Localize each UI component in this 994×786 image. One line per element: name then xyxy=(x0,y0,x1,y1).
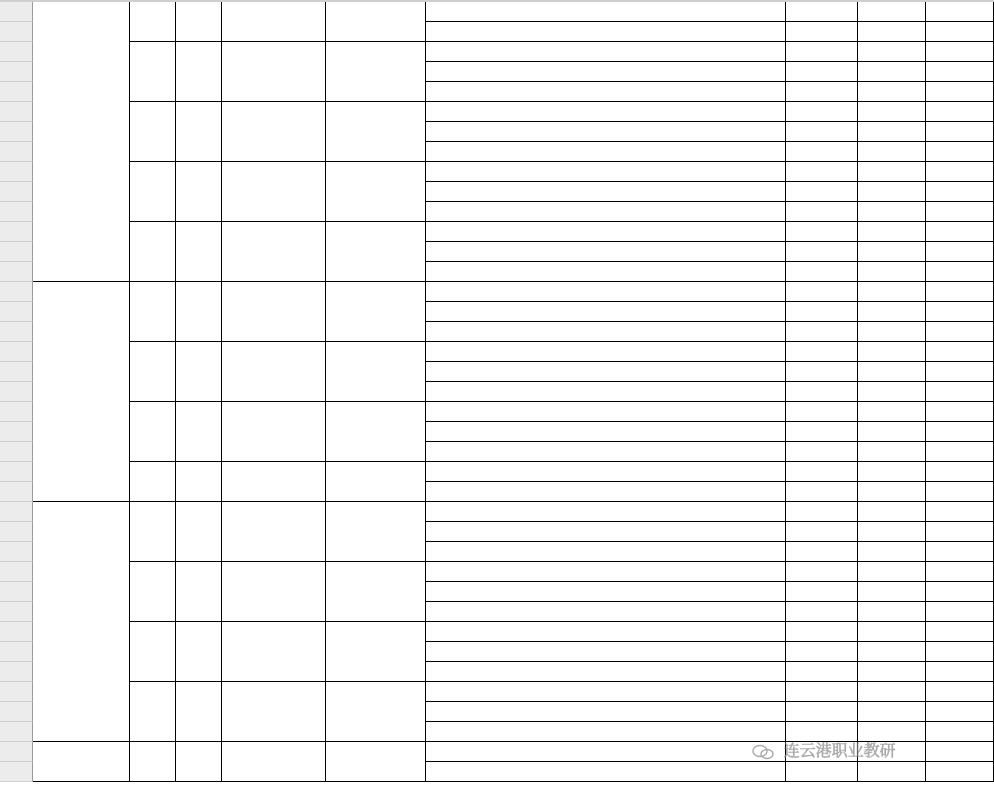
publish-date-cell[interactable] xyxy=(926,102,994,122)
publisher-cell[interactable] xyxy=(858,62,926,82)
row-header[interactable] xyxy=(0,262,33,282)
row-header[interactable] xyxy=(0,162,33,182)
publish-date-cell[interactable] xyxy=(926,242,994,262)
publisher-cell[interactable] xyxy=(858,362,926,382)
author-cell[interactable] xyxy=(786,182,858,202)
publish-date-cell[interactable] xyxy=(926,22,994,42)
blank-cell[interactable] xyxy=(326,462,426,502)
publisher-cell[interactable] xyxy=(858,82,926,102)
book-title-cell[interactable] xyxy=(426,222,786,242)
publisher-cell[interactable] xyxy=(858,662,926,682)
book-title-cell[interactable] xyxy=(426,722,786,742)
blank-cell[interactable] xyxy=(326,562,426,622)
major-seq-cell[interactable] xyxy=(130,162,176,222)
author-cell[interactable] xyxy=(786,82,858,102)
blank-cell[interactable] xyxy=(326,42,426,102)
publisher-cell[interactable] xyxy=(858,282,926,302)
book-title-cell[interactable] xyxy=(426,342,786,362)
publisher-cell[interactable] xyxy=(858,522,926,542)
publish-date-cell[interactable] xyxy=(926,282,994,302)
blank-cell[interactable] xyxy=(326,622,426,682)
row-header[interactable] xyxy=(0,282,33,302)
major-seq-cell[interactable] xyxy=(130,282,176,342)
blank-cell[interactable] xyxy=(326,502,426,562)
publish-date-cell[interactable] xyxy=(926,142,994,162)
book-title-cell[interactable] xyxy=(426,162,786,182)
blank-cell[interactable] xyxy=(326,162,426,222)
book-title-cell[interactable] xyxy=(426,182,786,202)
category-cell[interactable] xyxy=(33,282,130,502)
book-title-cell[interactable] xyxy=(426,582,786,602)
author-cell[interactable] xyxy=(786,322,858,342)
author-cell[interactable] xyxy=(786,662,858,682)
row-header[interactable] xyxy=(0,582,33,602)
row-header[interactable] xyxy=(0,702,33,722)
publish-date-cell[interactable] xyxy=(926,42,994,62)
publish-date-cell[interactable] xyxy=(926,122,994,142)
major-name-cell[interactable] xyxy=(222,402,326,462)
major-name-cell[interactable] xyxy=(222,622,326,682)
row-header[interactable] xyxy=(0,82,33,102)
row-header[interactable] xyxy=(0,102,33,122)
book-title-cell[interactable] xyxy=(426,202,786,222)
major-code-cell[interactable] xyxy=(176,42,222,102)
row-header[interactable] xyxy=(0,482,33,502)
author-cell[interactable] xyxy=(786,682,858,702)
book-title-cell[interactable] xyxy=(426,402,786,422)
row-header[interactable] xyxy=(0,682,33,702)
publisher-cell[interactable] xyxy=(858,342,926,362)
row-header[interactable] xyxy=(0,642,33,662)
author-cell[interactable] xyxy=(786,462,858,482)
blank-cell[interactable] xyxy=(326,102,426,162)
book-title-cell[interactable] xyxy=(426,282,786,302)
publisher-cell[interactable] xyxy=(858,22,926,42)
publisher-cell[interactable] xyxy=(858,262,926,282)
publisher-cell[interactable] xyxy=(858,462,926,482)
publish-date-cell[interactable] xyxy=(926,222,994,242)
author-cell[interactable] xyxy=(786,582,858,602)
publish-date-cell[interactable] xyxy=(926,362,994,382)
book-title-cell[interactable] xyxy=(426,62,786,82)
book-title-cell[interactable] xyxy=(426,142,786,162)
major-name-cell[interactable] xyxy=(222,282,326,342)
major-code-cell[interactable] xyxy=(176,622,222,682)
publisher-cell[interactable] xyxy=(858,302,926,322)
publisher-cell[interactable] xyxy=(858,382,926,402)
author-cell[interactable] xyxy=(786,142,858,162)
major-code-cell[interactable] xyxy=(176,562,222,622)
row-header[interactable] xyxy=(0,2,33,22)
blank-cell[interactable] xyxy=(326,682,426,742)
publish-date-cell[interactable] xyxy=(926,622,994,642)
blank-cell[interactable] xyxy=(326,2,426,42)
major-name-cell[interactable] xyxy=(222,42,326,102)
wechat-icon xyxy=(752,744,774,760)
publisher-cell[interactable] xyxy=(858,682,926,702)
book-title-cell[interactable] xyxy=(426,242,786,262)
publish-date-cell[interactable] xyxy=(926,62,994,82)
publish-date-cell[interactable] xyxy=(926,702,994,722)
author-cell[interactable] xyxy=(786,362,858,382)
row-header[interactable] xyxy=(0,242,33,262)
major-name-cell[interactable] xyxy=(222,222,326,282)
publish-date-cell[interactable] xyxy=(926,742,994,762)
publisher-cell[interactable] xyxy=(858,42,926,62)
book-title-cell[interactable] xyxy=(426,322,786,342)
category-cell[interactable] xyxy=(33,502,130,742)
author-cell[interactable] xyxy=(786,502,858,522)
row-header[interactable] xyxy=(0,562,33,582)
major-code-cell[interactable] xyxy=(176,102,222,162)
publisher-cell[interactable] xyxy=(858,602,926,622)
publish-date-cell[interactable] xyxy=(926,302,994,322)
row-header[interactable] xyxy=(0,182,33,202)
book-title-cell[interactable] xyxy=(426,502,786,522)
author-cell[interactable] xyxy=(786,262,858,282)
author-cell[interactable] xyxy=(786,702,858,722)
publisher-cell[interactable] xyxy=(858,422,926,442)
major-name-cell[interactable] xyxy=(222,462,326,502)
row-header[interactable] xyxy=(0,742,33,762)
author-cell[interactable] xyxy=(786,302,858,322)
row-header[interactable] xyxy=(0,222,33,242)
author-cell[interactable] xyxy=(786,162,858,182)
publish-date-cell[interactable] xyxy=(926,202,994,222)
author-cell[interactable] xyxy=(786,522,858,542)
publish-date-cell[interactable] xyxy=(926,722,994,742)
major-code-cell[interactable] xyxy=(176,682,222,742)
major-seq-cell[interactable] xyxy=(130,622,176,682)
major-code-cell[interactable] xyxy=(176,162,222,222)
book-title-cell[interactable] xyxy=(426,662,786,682)
publisher-cell[interactable] xyxy=(858,442,926,462)
book-title-cell[interactable] xyxy=(426,562,786,582)
book-title-cell[interactable] xyxy=(426,82,786,102)
publisher-cell[interactable] xyxy=(858,102,926,122)
author-cell[interactable] xyxy=(786,222,858,242)
author-cell[interactable] xyxy=(786,122,858,142)
category-cell[interactable] xyxy=(33,2,130,282)
publish-date-cell[interactable] xyxy=(926,642,994,662)
publisher-cell[interactable] xyxy=(858,702,926,722)
publish-date-cell[interactable] xyxy=(926,682,994,702)
publish-date-cell[interactable] xyxy=(926,442,994,462)
row-header[interactable] xyxy=(0,142,33,162)
row-header[interactable] xyxy=(0,382,33,402)
publish-date-cell[interactable] xyxy=(926,262,994,282)
author-cell[interactable] xyxy=(786,642,858,662)
blank-cell[interactable] xyxy=(326,402,426,462)
book-title-cell[interactable] xyxy=(426,602,786,622)
author-cell[interactable] xyxy=(786,602,858,622)
row-header[interactable] xyxy=(0,422,33,442)
publisher-cell[interactable] xyxy=(858,542,926,562)
major-code-cell[interactable] xyxy=(176,282,222,342)
row-header[interactable] xyxy=(0,442,33,462)
publish-date-cell[interactable] xyxy=(926,502,994,522)
publisher-cell[interactable] xyxy=(858,322,926,342)
author-cell[interactable] xyxy=(786,342,858,362)
row-header[interactable] xyxy=(0,522,33,542)
author-cell[interactable] xyxy=(786,202,858,222)
author-cell[interactable] xyxy=(786,622,858,642)
author-cell[interactable] xyxy=(786,402,858,422)
publish-date-cell[interactable] xyxy=(926,602,994,622)
publish-date-cell[interactable] xyxy=(926,402,994,422)
publish-date-cell[interactable] xyxy=(926,462,994,482)
author-cell[interactable] xyxy=(786,62,858,82)
book-title-cell[interactable] xyxy=(426,262,786,282)
major-name-cell[interactable] xyxy=(222,682,326,742)
major-seq-cell[interactable] xyxy=(130,222,176,282)
book-title-cell[interactable] xyxy=(426,682,786,702)
publisher-cell[interactable] xyxy=(858,162,926,182)
category-cell[interactable] xyxy=(33,742,130,782)
author-cell[interactable] xyxy=(786,102,858,122)
major-name-cell[interactable] xyxy=(222,502,326,562)
book-title-cell[interactable] xyxy=(426,482,786,502)
author-cell[interactable] xyxy=(786,542,858,562)
book-title-cell[interactable] xyxy=(426,742,786,762)
book-title-cell[interactable] xyxy=(426,542,786,562)
author-cell[interactable] xyxy=(786,2,858,22)
publish-date-cell[interactable] xyxy=(926,162,994,182)
author-cell[interactable] xyxy=(786,482,858,502)
author-cell[interactable] xyxy=(786,22,858,42)
blank-cell[interactable] xyxy=(326,342,426,402)
row-header[interactable] xyxy=(0,662,33,682)
publisher-cell[interactable] xyxy=(858,222,926,242)
row-header[interactable] xyxy=(0,342,33,362)
publisher-cell[interactable] xyxy=(858,142,926,162)
major-name-cell[interactable] xyxy=(222,742,326,782)
book-title-cell[interactable] xyxy=(426,2,786,22)
major-code-cell[interactable] xyxy=(176,342,222,402)
row-header[interactable] xyxy=(0,502,33,522)
publish-date-cell[interactable] xyxy=(926,542,994,562)
row-header[interactable] xyxy=(0,202,33,222)
publisher-cell[interactable] xyxy=(858,482,926,502)
row-header[interactable] xyxy=(0,22,33,42)
publisher-cell[interactable] xyxy=(858,202,926,222)
book-title-cell[interactable] xyxy=(426,122,786,142)
author-cell[interactable] xyxy=(786,442,858,462)
publisher-cell[interactable] xyxy=(858,182,926,202)
publisher-cell[interactable] xyxy=(858,402,926,422)
row-header[interactable] xyxy=(0,62,33,82)
major-name-cell[interactable] xyxy=(222,342,326,402)
major-seq-cell[interactable] xyxy=(130,402,176,462)
book-title-cell[interactable] xyxy=(426,642,786,662)
major-seq-cell[interactable] xyxy=(130,342,176,402)
major-seq-cell[interactable] xyxy=(130,2,176,42)
publish-date-cell[interactable] xyxy=(926,482,994,502)
book-title-cell[interactable] xyxy=(426,622,786,642)
row-header[interactable] xyxy=(0,122,33,142)
author-cell[interactable] xyxy=(786,422,858,442)
publisher-cell[interactable] xyxy=(858,242,926,262)
major-code-cell[interactable] xyxy=(176,2,222,42)
major-code-cell[interactable] xyxy=(176,222,222,282)
major-seq-cell[interactable] xyxy=(130,502,176,562)
major-seq-cell[interactable] xyxy=(130,562,176,622)
major-seq-cell[interactable] xyxy=(130,42,176,102)
book-title-cell[interactable] xyxy=(426,462,786,482)
publish-date-cell[interactable] xyxy=(926,2,994,22)
major-code-cell[interactable] xyxy=(176,742,222,782)
row-header[interactable] xyxy=(0,322,33,342)
row-header[interactable] xyxy=(0,622,33,642)
row-header[interactable] xyxy=(0,602,33,622)
wechat-watermark xyxy=(752,738,896,761)
major-code-cell[interactable] xyxy=(176,402,222,462)
blank-cell[interactable] xyxy=(326,742,426,782)
blank-cell[interactable] xyxy=(326,282,426,342)
publish-date-cell[interactable] xyxy=(926,562,994,582)
publisher-cell[interactable] xyxy=(858,582,926,602)
row-header[interactable] xyxy=(0,402,33,422)
book-title-cell[interactable] xyxy=(426,762,786,782)
author-cell[interactable] xyxy=(786,42,858,62)
blank-cell[interactable] xyxy=(326,222,426,282)
author-cell[interactable] xyxy=(786,382,858,402)
row-header[interactable] xyxy=(0,722,33,742)
book-title-cell[interactable] xyxy=(426,382,786,402)
publish-date-cell[interactable] xyxy=(926,182,994,202)
author-cell[interactable] xyxy=(786,282,858,302)
major-code-cell[interactable] xyxy=(176,462,222,502)
publish-date-cell[interactable] xyxy=(926,322,994,342)
book-title-cell[interactable] xyxy=(426,102,786,122)
major-seq-cell[interactable] xyxy=(130,102,176,162)
publisher-cell[interactable] xyxy=(858,2,926,22)
author-cell[interactable] xyxy=(786,762,858,782)
row-header[interactable] xyxy=(0,362,33,382)
major-name-cell[interactable] xyxy=(222,2,326,42)
publish-date-cell[interactable] xyxy=(926,762,994,782)
publish-date-cell[interactable] xyxy=(926,662,994,682)
row-header[interactable] xyxy=(0,462,33,482)
publish-date-cell[interactable] xyxy=(926,422,994,442)
book-title-cell[interactable] xyxy=(426,302,786,322)
book-title-cell[interactable] xyxy=(426,442,786,462)
major-name-cell[interactable] xyxy=(222,562,326,622)
publisher-cell[interactable] xyxy=(858,502,926,522)
book-title-cell[interactable] xyxy=(426,362,786,382)
watermark-text: 连云港职业教研 xyxy=(783,741,896,760)
major-seq-cell[interactable] xyxy=(130,742,176,782)
publisher-cell[interactable] xyxy=(858,622,926,642)
book-title-cell[interactable] xyxy=(426,22,786,42)
publish-date-cell[interactable] xyxy=(926,342,994,362)
publish-date-cell[interactable] xyxy=(926,382,994,402)
major-code-cell[interactable] xyxy=(176,502,222,562)
row-header[interactable] xyxy=(0,42,33,62)
publish-date-cell[interactable] xyxy=(926,582,994,602)
book-title-cell[interactable] xyxy=(426,522,786,542)
publisher-cell[interactable] xyxy=(858,562,926,582)
row-header[interactable] xyxy=(0,762,33,782)
publisher-cell[interactable] xyxy=(858,122,926,142)
author-cell[interactable] xyxy=(786,242,858,262)
publish-date-cell[interactable] xyxy=(926,82,994,102)
publisher-cell[interactable] xyxy=(858,762,926,782)
major-seq-cell[interactable] xyxy=(130,462,176,502)
book-title-cell[interactable] xyxy=(426,42,786,62)
major-name-cell[interactable] xyxy=(222,102,326,162)
book-title-cell[interactable] xyxy=(426,702,786,722)
row-header[interactable] xyxy=(0,302,33,322)
author-cell[interactable] xyxy=(786,562,858,582)
publish-date-cell[interactable] xyxy=(926,522,994,542)
publisher-cell[interactable] xyxy=(858,642,926,662)
book-title-cell[interactable] xyxy=(426,422,786,442)
row-header[interactable] xyxy=(0,542,33,562)
major-name-cell[interactable] xyxy=(222,162,326,222)
major-seq-cell[interactable] xyxy=(130,682,176,742)
